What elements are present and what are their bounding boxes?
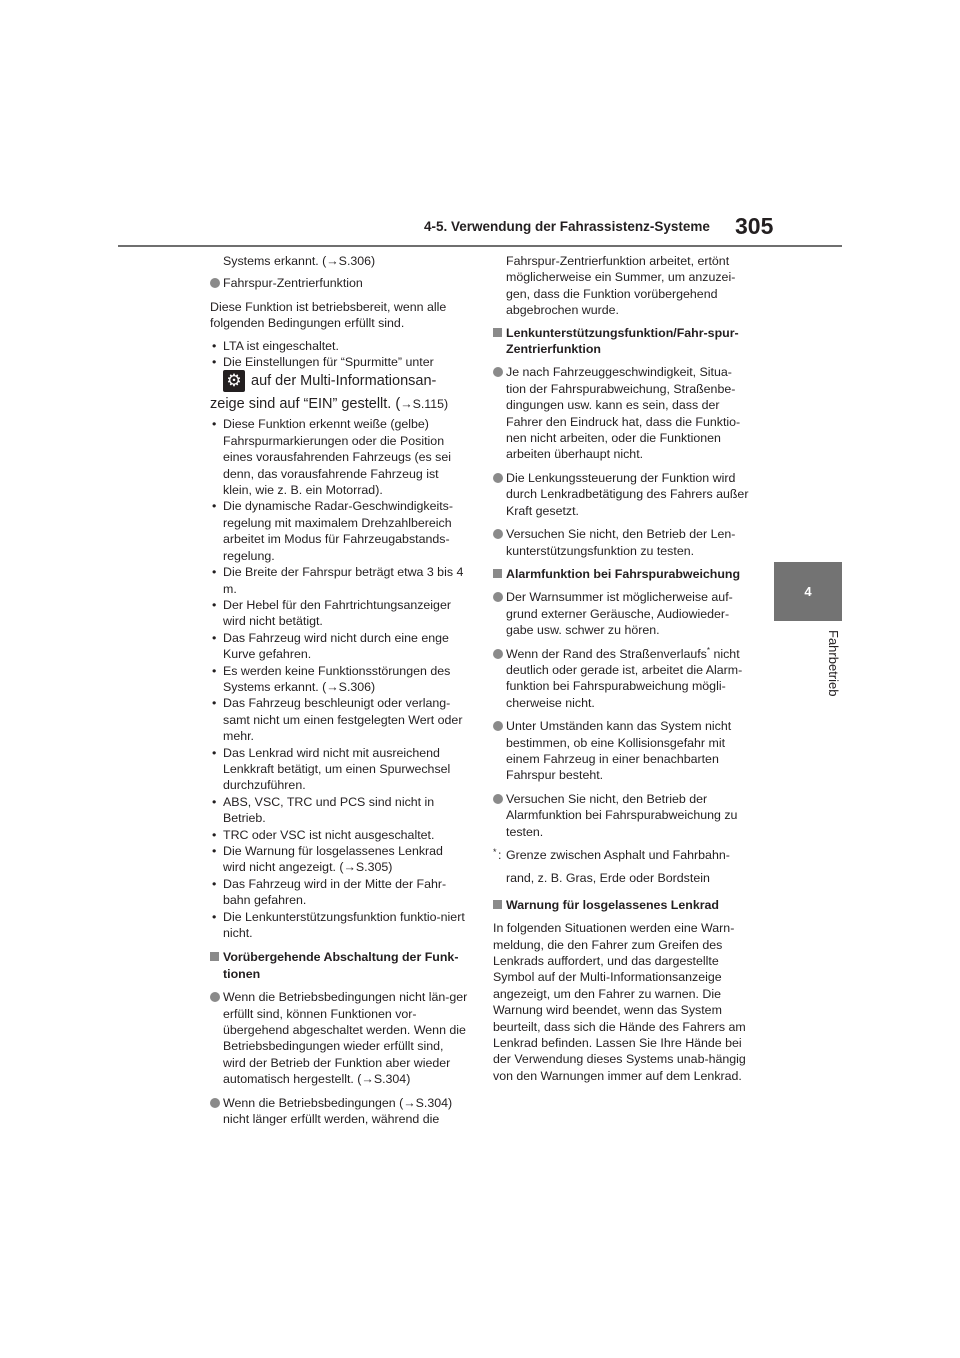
chapter-label: Fahrbetrieb [826,630,841,697]
list-item: • TRC oder VSC ist nicht ausgeschaltet. [210,827,468,843]
gear-icon: ⚙ [223,370,245,392]
list-item: • LTA ist eingeschaltet. [210,338,468,354]
paragraph: Diese Funktion ist betriebsbereit, wenn alle folgenden Bedingungen erfüllt sind. [210,299,447,331]
bullet-item: Fahrspur-Zentrierfunktion [210,275,468,291]
bullet-item: Unter Umständen kann das System nicht bestimmen, ob eine Kollisionsgefahr mit einem Fahrzeug in einer benachbarten Fahrspur besteht. [493,718,751,784]
list-item: • Die Lenkunterstützungsfunktion funktio-niert nicht. [210,909,468,942]
bullet-item: Wenn die Betriebsbedingungen nicht län-ger erfüllt sind, können Funktionen vor-übergehend abgeschaltet werden. Wenn die Betriebsbedingungen wieder erfüllt sind, wird der Betrieb der Funktion aber wieder automatisch hergestellt. (→S.304) [210,989,468,1087]
footnote-symbol: * [493,847,497,857]
footnote-line: Grenze zwischen Asphalt und Fahrbahn- [506,848,730,862]
settings-line-cont [210,394,468,414]
bullet-item: Wenn die Betriebsbedingungen (→S.304) nicht länger erfüllt werden, während die [210,1095,468,1128]
bullet-item: Je nach Fahrzeuggeschwindigkeit, Situa-tion der Fahrspurabweichung, Straßenbe-dingungen usw. kann es sein, dass der Fahrer den Eindruck hat, dass die Funktio-nen nicht arbeiten, oder die Funktionen arbeiten überhaupt nicht. [493,364,751,462]
list-item: • Die Breite der Fahrspur beträgt etwa 3 bis 4 m. [210,564,468,597]
right-column [493,253,751,1090]
footnote-marker: * [706,645,711,655]
section-title: 4-5. Verwendung der Fahrassistenz-Systeme [424,219,710,234]
settings-line-text: auf der Multi-Informationsan- [251,373,437,390]
list-item: • Der Hebel für den Fahrtrichtungsanzeiger wird nicht betätigt. [210,597,468,630]
footnote-colon: : [498,848,502,862]
bullet-text: nicht deutlich oder gerade ist, arbeitet die Alarm-funktion bei Fahrspurabweichung mögli-cherweise nicht. [506,646,743,710]
list-item: • Die Warnung für losgelassenes Lenkrad wird nicht angezeigt. (→S.305) [210,843,468,876]
paragraph: Systems erkannt. (→S.306) [223,254,376,268]
bullet-item [493,646,751,712]
bullet-item: Der Warnsummer ist möglicherweise auf-grund externer Geräusche, Audiowieder-gabe usw. schwer zu hören. [493,589,751,638]
list-item: • Die dynamische Radar-Geschwindigkeits-regelung mit maximalem Drehzahlbereich arbeitet im Modus für Fahrzeugabstands-regelung. [210,498,468,564]
list-item: • Es werden keine Funktionsstörungen des Systems erkannt. (→S.306) [210,663,468,696]
chapter-tab[interactable]: 4 [774,562,842,621]
bullet-text: Wenn der Rand des Straßenverlaufs [506,646,707,661]
header-divider [118,245,842,247]
list-item: • Diese Funktion erkennt weiße (gelbe) Fahrspurmarkierungen oder die Position eines vorausfahrenden Fahrzeugs (es sei denn, das vorausfahrende Fahrzeug ist klein, wie z. B. ein Motorrad). [210,416,468,498]
list-item: • Das Fahrzeug wird nicht durch eine enge Kurve gefahren. [210,630,468,663]
paragraph: Fahrspur-Zentrierfunktion arbeitet, ertönt möglicherweise ein Summer, um anzuzei-gen, dass die Funktion vorübergehend abgebrochen wurde. [506,254,736,318]
bullet-item: Versuchen Sie nicht, den Betrieb der Len-kunterstützungsfunktion zu testen. [493,526,751,559]
footnote [493,847,751,887]
list-item: • Die Einstellungen für “Spurmitte” unter [210,354,468,370]
left-column [210,253,468,1135]
bullet-item: Die Lenkungssteuerung der Funktion wird durch Lenkradbetätigung des Fahrers außer Kraft gesetzt. [493,470,751,519]
list-item: • ABS, VSC, TRC und PCS sind nicht in Betrieb. [210,794,468,827]
section-heading: Lenkunterstützungsfunktion/Fahr-spur-Zentrierfunktion [493,325,751,358]
settings-line [223,370,468,392]
settings-line-cont-text: zeige sind auf “EIN” gestellt. ( [210,396,401,413]
page-reference[interactable]: →S.115) [400,397,449,412]
paragraph: In folgenden Situationen werden eine Warn-meldung, die den Fahrer zum Greifen des Lenkrads auffordert, und das dargestellte Symbol auf der Multi-Informationsanzeige angezeigt, um den Fahrer zu warnen. Die Warnung wird beendet, wenn das System beurteilt, dass sich die Hände des Fahrers am Lenkrad befinden. Lassen Sie Ihre Hände bei der Verwendung dieses Systems unab-hängig von den Warnungen immer auf dem Lenkrad. [493,921,746,1083]
section-heading: Warnung für losgelassenes Lenkrad [493,897,751,913]
list-item: • Das Fahrzeug beschleunigt oder verlang-samt nicht um einen festgelegten Wert oder mehr. [210,695,468,744]
footnote-line: rand, z. B. Gras, Erde oder Bordstein [506,871,710,886]
list-item: • Das Fahrzeug wird in der Mitte der Fahr-bahn gefahren. [210,876,468,909]
section-heading: Alarmfunktion bei Fahrspurabweichung [493,566,751,582]
list-item: • Das Lenkrad wird nicht mit ausreichend Lenkkraft betätigt, um einen Spurwechsel durchzuführen. [210,745,468,794]
section-heading: Vorübergehende Abschaltung der Funk-tionen [210,949,468,982]
bullet-item: Versuchen Sie nicht, den Betrieb der Alarmfunktion bei Fahrspurabweichung zu testen. [493,791,751,840]
page-number: 305 [735,213,774,239]
